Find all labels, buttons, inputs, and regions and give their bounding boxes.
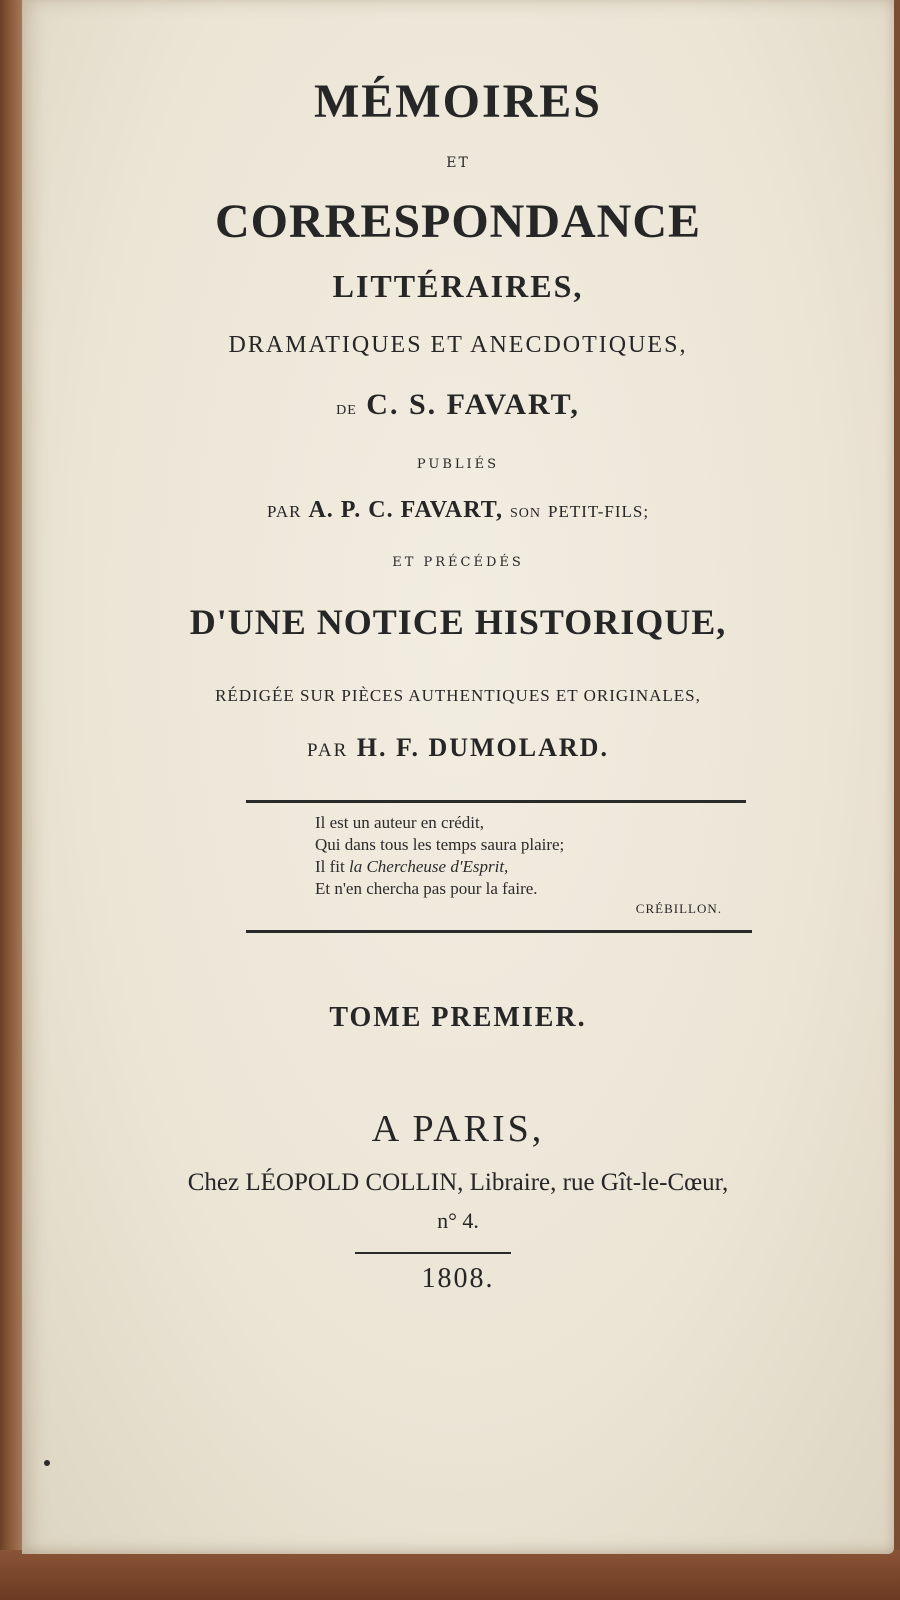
book-spine — [0, 0, 22, 1600]
editor-name: A. P. C. FAVART, — [308, 497, 503, 523]
title-litteraires: LITTÉRAIRES, — [332, 268, 584, 304]
title-et: ET — [446, 155, 470, 171]
dumolard-line — [22, 735, 894, 761]
dumolard-par: PAR — [307, 740, 349, 761]
title-memoires: MÉMOIRES — [313, 75, 602, 128]
rule-bottom — [246, 930, 752, 933]
rule-top — [246, 800, 746, 803]
epigraph-line-3 — [315, 856, 715, 878]
epigraph-line-4: Et n'en chercha pas pour la faire. — [315, 879, 538, 898]
publisher-line: Chez LÉOPOLD COLLIN, Libraire, rue Gît-le-Cœur, — [187, 1169, 729, 1196]
precedes-line: ET PRÉCÉDÉS — [392, 555, 524, 570]
tome-premier: TOME PREMIER. — [329, 1002, 587, 1033]
ink-speck — [44, 1460, 50, 1466]
book-edge — [0, 1550, 900, 1600]
title-correspondance: CORRESPONDANCE — [214, 195, 702, 248]
publication-year: 1808. — [421, 1263, 495, 1294]
notice-historique: D'UNE NOTICE HISTORIQUE, — [189, 602, 727, 642]
address-number: n° 4. — [437, 1208, 479, 1233]
redigee-line: RÉDIGÉE SUR PIÈCES AUTHENTIQUES ET ORIGINALES, — [215, 686, 701, 705]
epigraph-line-3-italic: la Chercheuse d'Esprit, — [349, 857, 509, 876]
rule-short — [355, 1252, 511, 1254]
editor-par: PAR — [266, 502, 302, 521]
author-de: DE — [336, 403, 357, 418]
editor-son: SON — [509, 506, 541, 521]
title-author-line — [22, 390, 894, 420]
city-paris: A PARIS, — [371, 1108, 545, 1150]
title-dramatiques: DRAMATIQUES ET ANECDOTIQUES, — [228, 332, 688, 358]
epigraph-attribution: CRÉBILLON. — [635, 901, 722, 916]
author-name: C. S. FAVART, — [366, 388, 580, 421]
editor-line — [22, 498, 894, 522]
epigraph-line-3-roman: Il fit — [315, 857, 349, 876]
epigraph — [315, 812, 715, 900]
title-page — [22, 0, 894, 1554]
editor-relation: PETIT-FILS; — [548, 502, 650, 521]
epigraph-line-1: Il est un auteur en crédit, — [315, 813, 484, 832]
publies-line: PUBLIÉS — [416, 457, 500, 472]
dumolard-name: H. F. DUMOLARD. — [356, 733, 609, 762]
epigraph-line-2: Qui dans tous les temps saura plaire; — [315, 835, 565, 854]
